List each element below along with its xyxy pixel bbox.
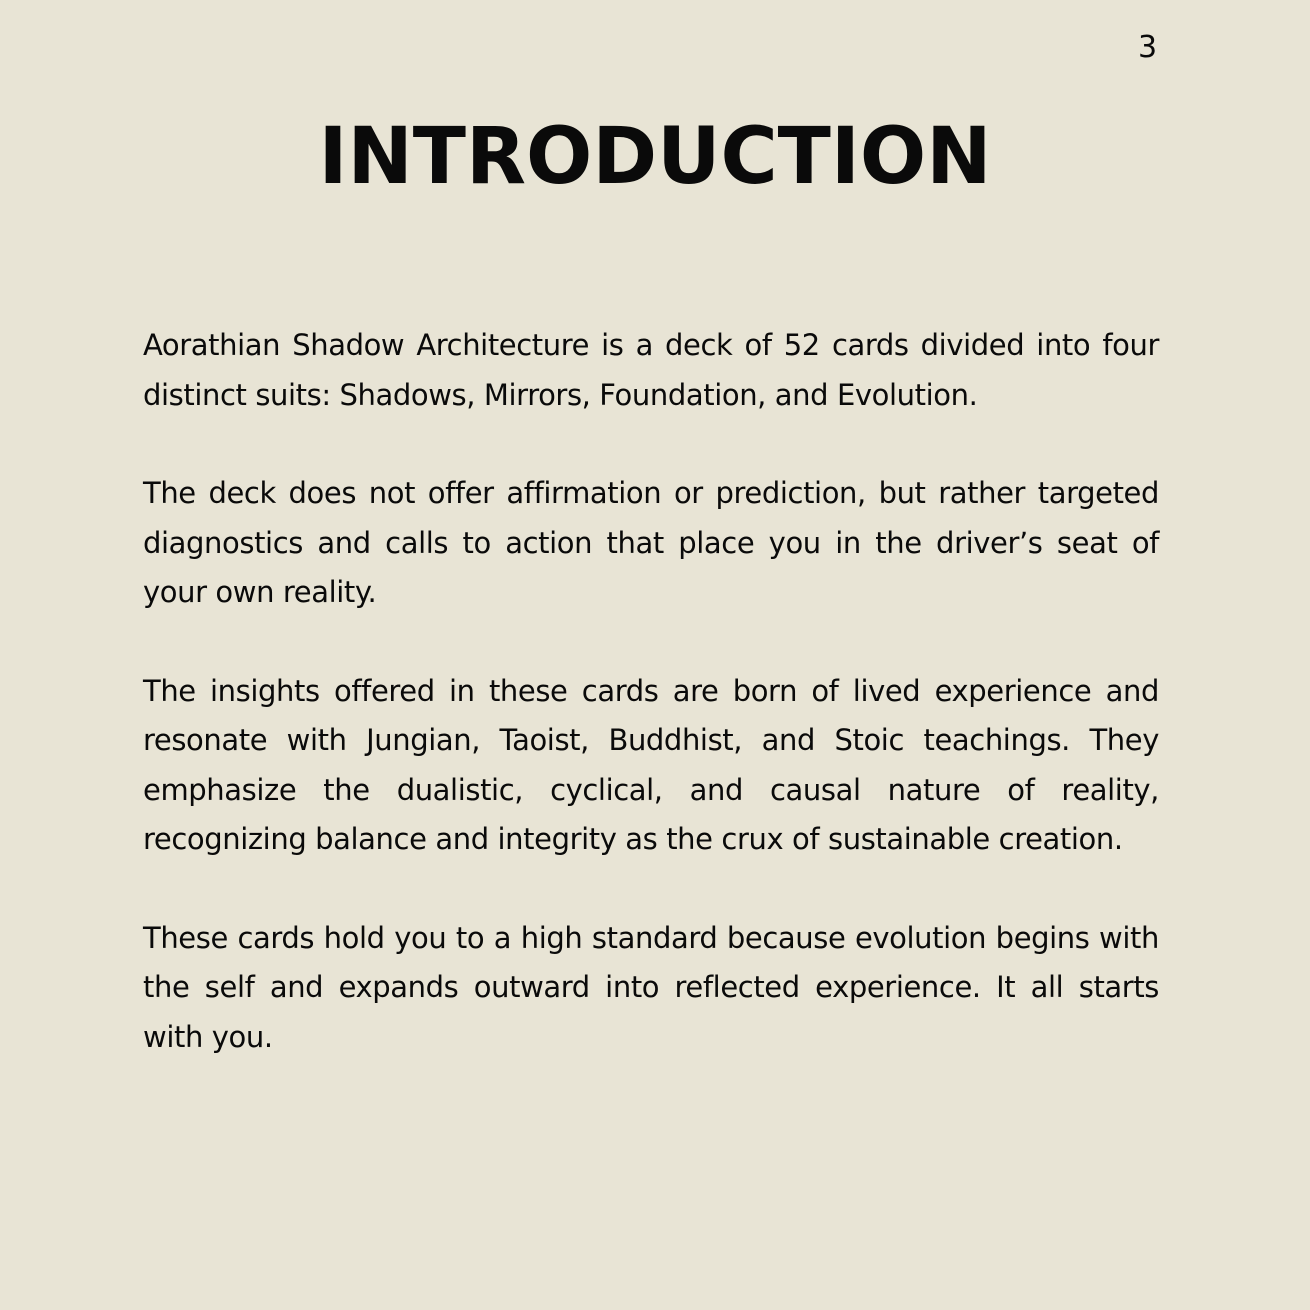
paragraph-deck-purpose: The deck does not offer affirmation or prediction, but rather targeted diagnostics and calls to action that place you in the driver’s seat of your own reality. [143, 476, 1159, 609]
page-title: INTRODUCTION [318, 112, 992, 202]
body-text [143, 321, 1159, 1111]
paragraph-high-standard: These cards hold you to a high standard because evolution begins with the self and expands outward into reflected experience. It all starts with you. [143, 920, 1159, 1054]
page-number: 3 [1138, 30, 1158, 65]
paragraph-insights-origin: The insights offered in these cards are born of lived experience and resonate with Jungian, Taoist, Buddhist, and Stoic teachings. They emphasize the dualistic, cyclical, and causal nature of reality, recognizing balance and integrity as the crux of sustainable creation. [143, 673, 1159, 856]
paragraph-deck-overview: Aorathian Shadow Architecture is a deck of 52 cards divided into four distinct suits: Shadows, Mirrors, Foundation, and Evolution. [143, 328, 1159, 412]
